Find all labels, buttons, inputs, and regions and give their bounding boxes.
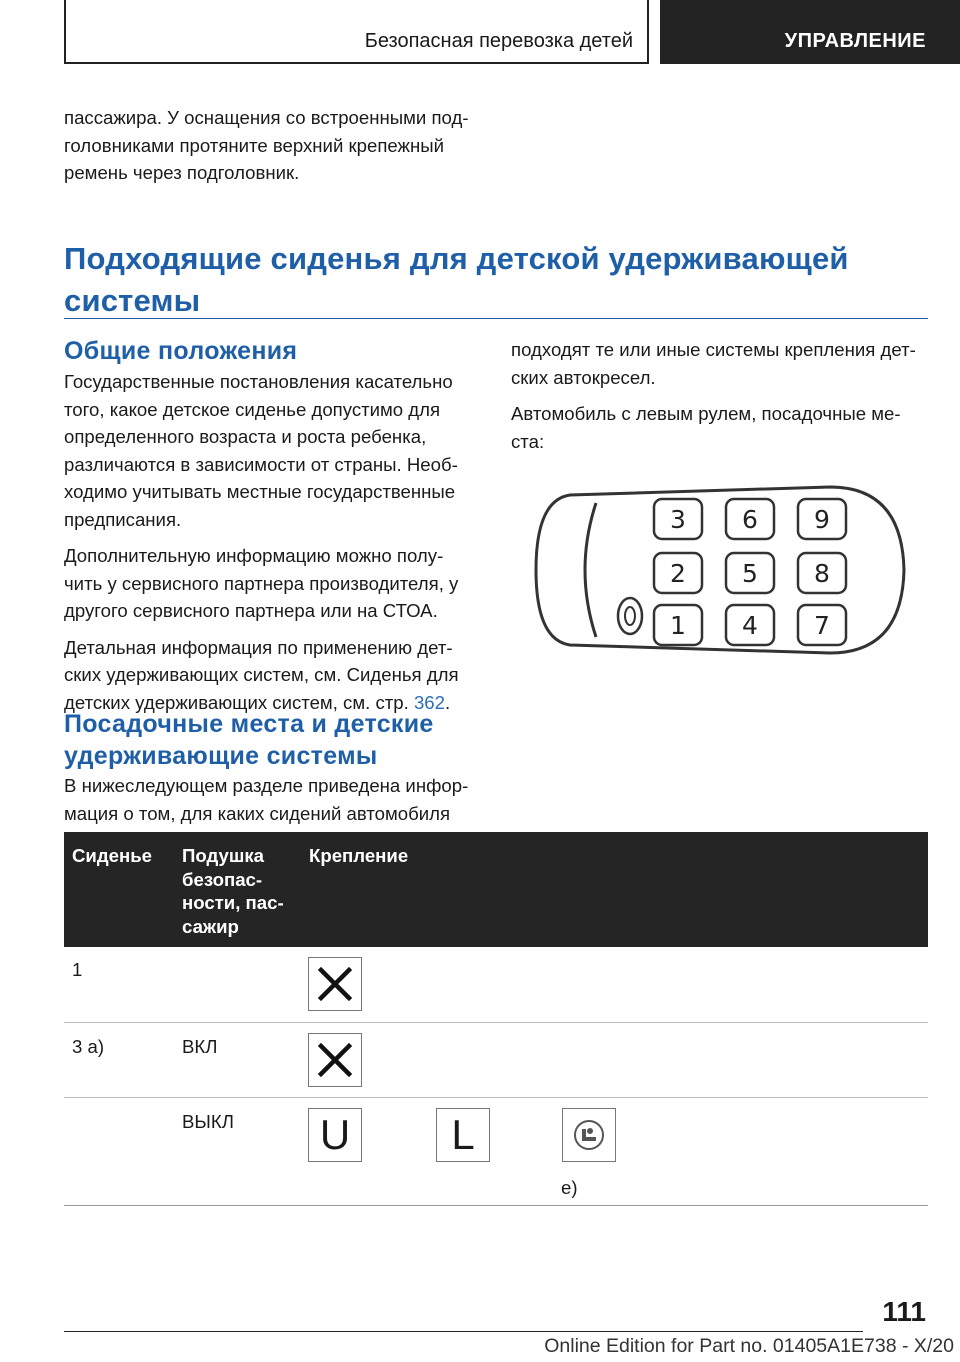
th-airbag-line: безопас- [182, 868, 263, 890]
heading-divider [64, 318, 928, 319]
th-mount: Крепление [309, 845, 409, 866]
general-para2 [64, 542, 484, 625]
table-bottom-rule [64, 1205, 928, 1206]
text-line: Детальная информация по применению дет- [64, 636, 453, 658]
cell-airbag: ВКЛ [182, 1036, 218, 1057]
icon-letter: U [319, 1111, 351, 1158]
text-line: В нижеследующем разделе приведена инфор- [64, 775, 469, 796]
lateral-category-icon [436, 1108, 490, 1162]
th-airbag-line: Подушка [182, 845, 264, 866]
row-divider [64, 1097, 928, 1098]
text-line: определенного возраста и роста ребенка, [64, 426, 427, 447]
text-line: ходимо учитывать местные государственные [64, 481, 456, 502]
seat-number: 6 [742, 505, 758, 534]
section-seats-heading: удерживающие системы [64, 742, 378, 770]
th-airbag-line: ности, пас- [182, 892, 284, 913]
header-chapter-title: УПРАВЛЕНИЕ [784, 30, 926, 52]
text-line: Автомобиль с левым рулем, посадочные ме- [511, 403, 901, 424]
text-line: Государственные постановления касательно [64, 371, 453, 392]
intro-line: головниками протяните верхний крепежный [64, 134, 444, 156]
footer-rule [64, 1331, 863, 1332]
seat-number: 7 [814, 611, 830, 640]
cell-seat: 3 a) [72, 1036, 105, 1057]
cell-seat: 1 [72, 959, 83, 980]
seat-number: 9 [814, 505, 830, 534]
main-heading-line: системы [64, 283, 201, 318]
car-body-outline [536, 487, 904, 653]
text-line: подходят те или иные системы крепления дет- [511, 339, 916, 360]
general-para1 [64, 368, 484, 533]
text-line: мация о том, для каких сидений автомобиля [64, 802, 451, 824]
universal-category-icon [308, 1108, 362, 1162]
th-airbag-line: сажир [182, 915, 239, 937]
page-ref-link[interactable]: 362 [413, 691, 445, 713]
not-allowed-icon [308, 1033, 362, 1087]
seat-number: 5 [742, 559, 758, 588]
th-seat: Сиденье [72, 845, 153, 866]
icon-letter: L [451, 1111, 475, 1158]
seat-number: 4 [742, 611, 758, 640]
th-airbag [182, 844, 284, 938]
footnote-marker: e) [561, 1177, 578, 1198]
seat-number: 1 [670, 611, 686, 640]
text-line: предписания. [64, 508, 182, 530]
right-column-text [511, 336, 929, 455]
section-general [64, 335, 484, 716]
text-span: . [444, 691, 451, 713]
seat-number: 8 [814, 559, 830, 588]
footer-edition-text: Online Edition for Part no. 01405A1E738 - X/20 [544, 1335, 954, 1357]
intro-line: пассажира. У оснащения со встроенными под- [64, 107, 469, 128]
steering-wheel-icon [618, 598, 642, 634]
page-number: 111 [882, 1296, 926, 1327]
main-heading-line: Подходящие сиденья для детской удерживающей [64, 241, 849, 276]
section-seats-heading: Посадочные места и детские [64, 710, 434, 738]
windshield-line [585, 503, 596, 637]
text-line: другого сервисного партнера или на СТОА. [64, 600, 438, 621]
text-line: Дополнительную информацию можно полу- [64, 545, 444, 566]
seat-number: 2 [670, 559, 686, 588]
text-line: ских удерживающих систем, см. Сиденья для [64, 664, 459, 685]
header-section-title: Безопасная перевозка детей [364, 30, 633, 52]
section-general-heading: Общие положения [64, 337, 298, 365]
not-allowed-icon [308, 957, 362, 1011]
seating-diagram [530, 475, 910, 665]
text-line: того, какое детское сиденье допустимо для [64, 398, 441, 420]
main-heading [64, 238, 928, 322]
text-line: различаются в зависимости от страны. Необ- [64, 453, 458, 475]
text-line: ских автокресел. [511, 366, 656, 388]
header-chapter-tab [660, 0, 960, 64]
row-divider [64, 1022, 928, 1023]
seat-grid [654, 499, 846, 645]
general-para3 [64, 634, 484, 717]
header-section-box [64, 0, 649, 64]
intro-line: ремень через подголовник. [64, 162, 300, 183]
seats-para [64, 772, 484, 827]
text-line: ста: [511, 430, 545, 452]
text-span: детских удерживающих систем, см. стр. [64, 691, 414, 713]
text-line: чить у сервисного партнера производителя, у [64, 572, 459, 594]
cell-airbag: ВЫКЛ [182, 1111, 234, 1132]
table-header [64, 832, 928, 947]
footer-edition [0, 1335, 960, 1358]
intro-paragraph [64, 104, 484, 187]
child-seat-icon [562, 1108, 616, 1162]
seat-number: 3 [670, 505, 686, 534]
section-seats [64, 708, 484, 827]
